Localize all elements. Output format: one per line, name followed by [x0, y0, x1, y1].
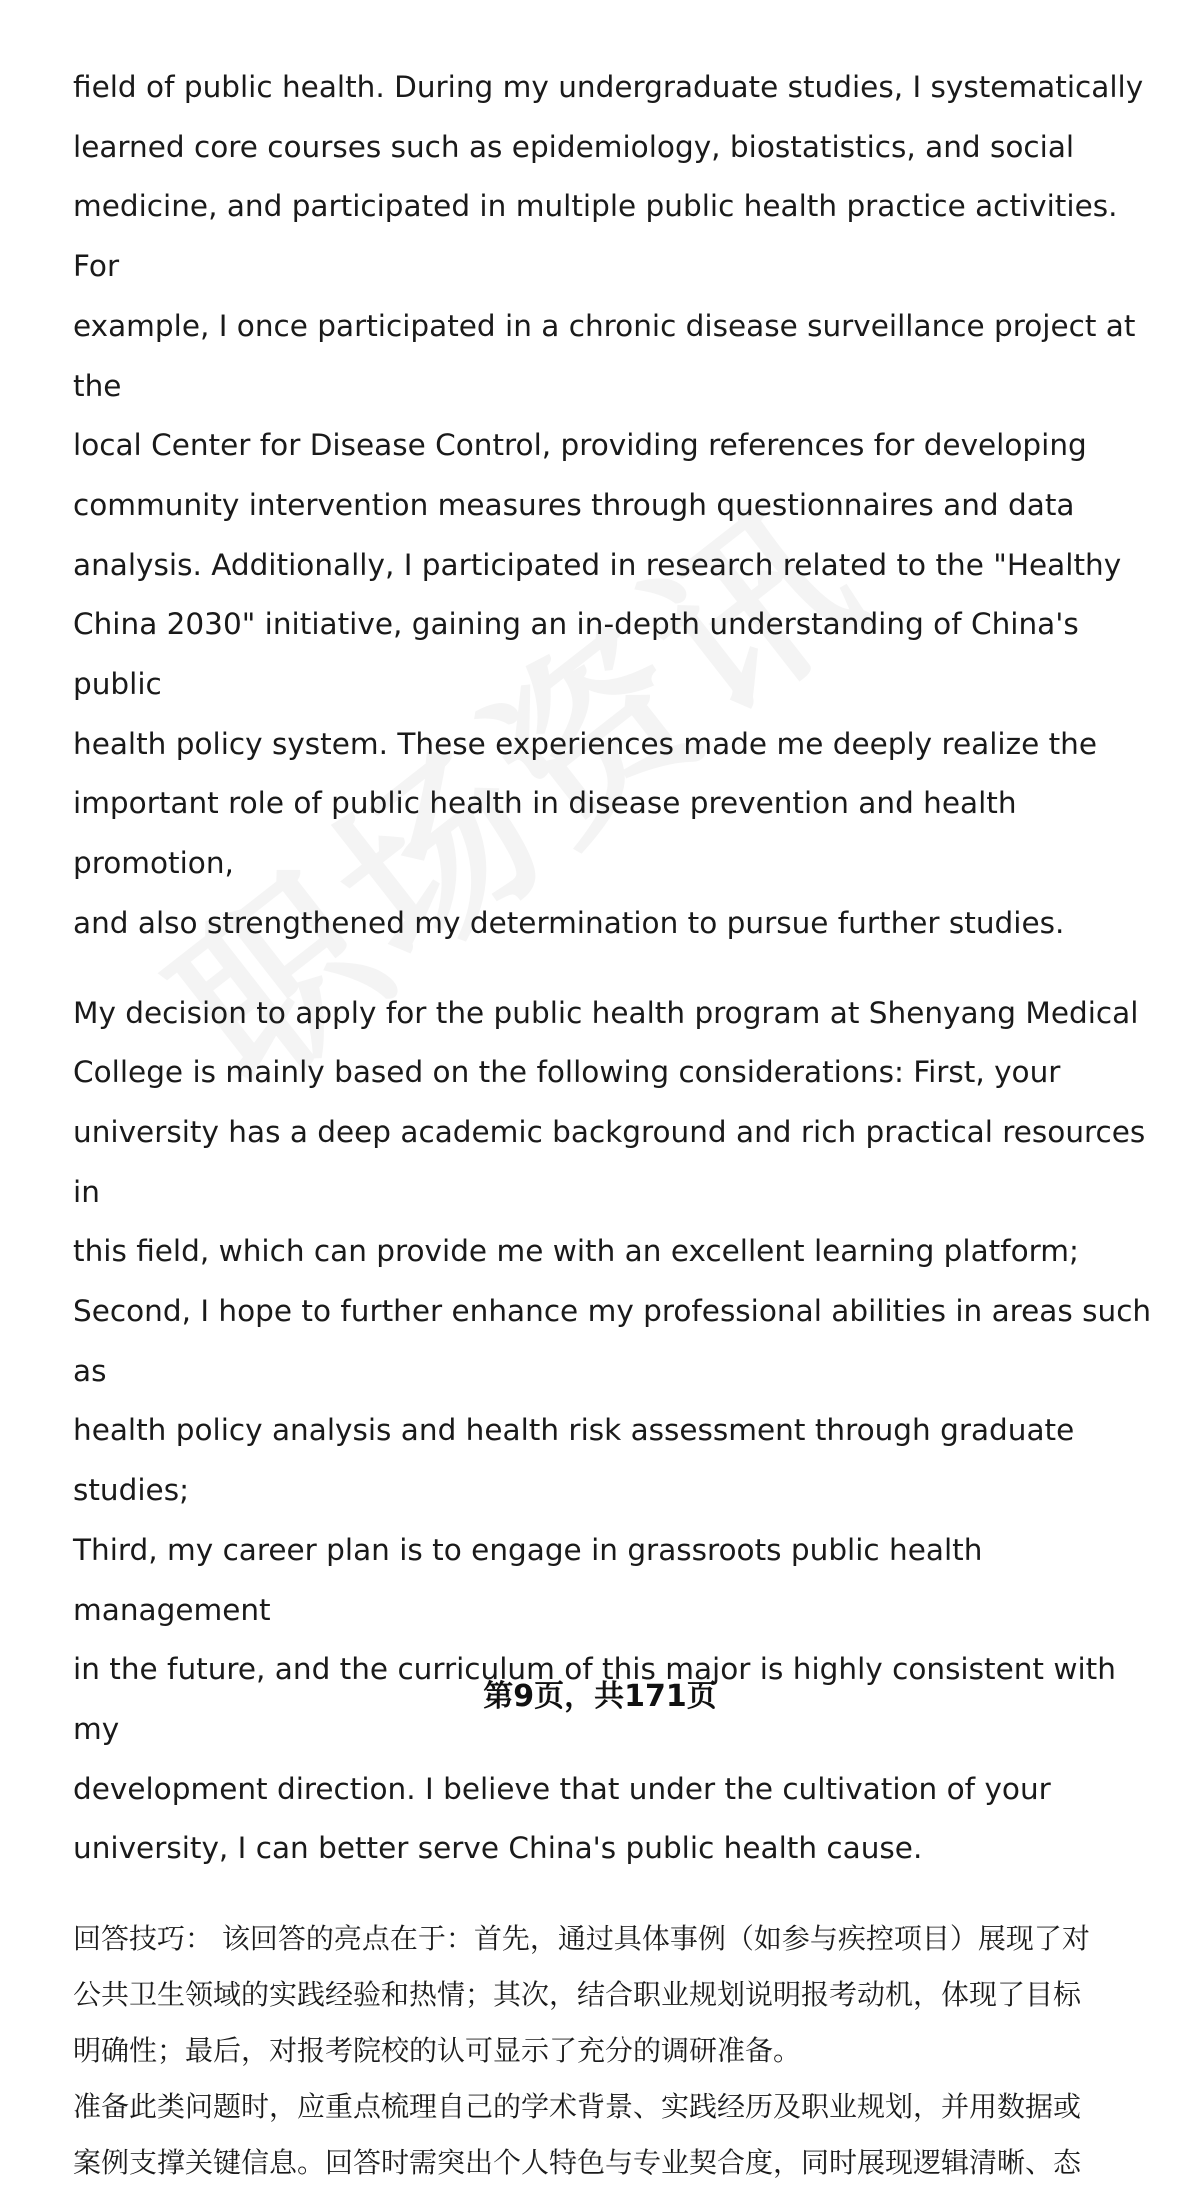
document-body — [73, 58, 1153, 2191]
body-paragraph-1: field of public health. During my undergraduate studies, I systematically learned core courses such as epidemiology, biostatistics, and social medicine, and participated in multiple public health practice activities. For example, I once participated in a chronic disease surveillance project at the local Center for Disease Control, providing references for developing community intervention measures through questionnaires and data analysis. Additionally, I participated in research related to the "Healthy China 2030" initiative, gaining an in-depth understanding of China's public health policy system. These experiences made me deeply realize the important role of public health in disease prevention and health promotion, and also strengthened my determination to pursue further studies. — [73, 70, 1144, 940]
page-indicator: 第9页，共171页 — [483, 1679, 717, 1714]
answer-tips-section — [73, 1911, 1153, 2191]
preparation-paragraph: 准备此类问题时，应重点梳理自己的学术背景、实践经历及职业规划，并用数据或 案例支撑关键信息。回答时需突出个人特色与专业契合度，同时展现逻辑清晰、态 — [73, 2090, 1082, 2180]
answer-tips-paragraph: 回答技巧： 该回答的亮点在于：首先，通过具体事例（如参与疾控项目）展现了对 公共卫生领域的实践经验和热情；其次，结合职业规划说明报考动机，体现了目标 明确性；最后，对报考院校的认可显示了充分的调研准备。 — [73, 1922, 1090, 2068]
body-paragraph-2: My decision to apply for the public health program at Shenyang Medical College is mainly based on the following considerations: First, your university has a deep academic background and rich practical resources in this field, which can provide me with an excellent learning platform; Second, I hope to further enhance my professional abilities in areas such as health policy analysis and health risk assessment through graduate studies; Third, my career plan is to engage in grassroots public health management in the future, and the curriculum of this major is highly consistent with my development direction. I believe that under the cultivation of your university, I can better serve China's public health cause. — [73, 995, 1152, 1866]
